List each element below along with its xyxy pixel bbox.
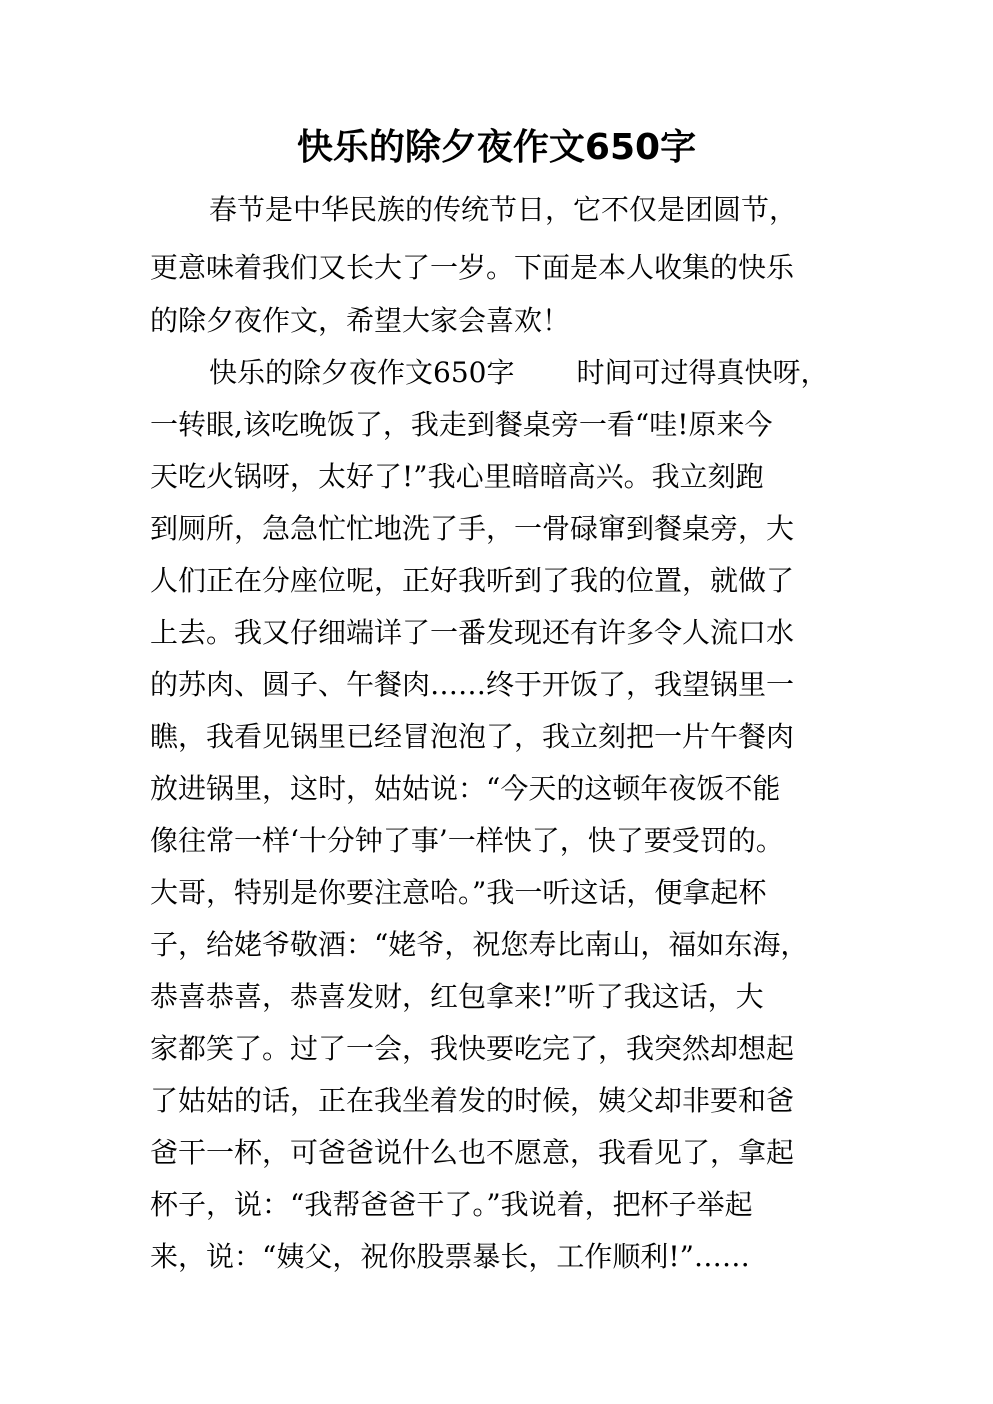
- essay-line: 家都笑了。过了一会，我快要吃完了，我突然却想起: [150, 1032, 795, 1065]
- essay-first-text: 时间可过得真快呀，: [576, 356, 829, 389]
- essay-line: 瞧，我看见锅里已经冒泡泡了，我立刻把一片午餐肉: [150, 720, 795, 753]
- essay-line: 像往常一样‘十分钟了事’一样快了，快了要受罚的。: [150, 824, 784, 857]
- essay-heading-line: [209, 347, 828, 399]
- essay-line: 放进锅里，这时，姑姑说：“今天的这顿年夜饭不能: [150, 772, 781, 805]
- intro-line: 更意味着我们又长大了一岁。下面是本人收集的快乐: [150, 251, 795, 284]
- essay-line: 一转眼,该吃晚饭了，我走到餐桌旁一看“哇!原来今: [150, 408, 773, 441]
- essay-line: 人们正在分座位呢，正好我听到了我的位置，就做了: [150, 564, 795, 597]
- essay-heading: 快乐的除夕夜作文650字: [209, 356, 515, 389]
- essay-line: 恭喜恭喜，恭喜发财，红包拿来!”听了我这话，大: [150, 980, 764, 1013]
- essay-line: 杯子，说：“我帮爸爸干了。”我说着，把杯子举起: [150, 1188, 753, 1221]
- essay-line: 上去。我又仔细端详了一番发现还有许多令人流口水: [150, 616, 795, 649]
- essay-line: 大哥，特别是你要注意哈。”我一听这话，便拿起杯: [150, 876, 767, 909]
- essay-line: 了姑姑的话，正在我坐着发的时候，姨父却非要和爸: [150, 1084, 795, 1117]
- essay-line: 天吃火锅呀，太好了!”我心里暗暗高兴。我立刻跑: [150, 460, 764, 493]
- document-title: 快乐的除夕夜作文650字: [296, 127, 697, 168]
- essay-line: 到厕所，急急忙忙地洗了手，一骨碌窜到餐桌旁，大: [150, 512, 795, 545]
- essay-line: 子，给姥爷敬酒：“姥爷，祝您寿比南山，福如东海，: [150, 928, 809, 961]
- essay-line: 爸干一杯，可爸爸说什么也不愿意，我看见了，拿起: [150, 1136, 795, 1169]
- intro-line: 的除夕夜作文，希望大家会喜欢！: [150, 304, 571, 337]
- intro-line: 春节是中华民族的传统节日，它不仅是团圆节，: [209, 193, 798, 226]
- essay-line: 的苏肉、圆子、午餐肉……终于开饭了，我望锅里一: [150, 668, 795, 701]
- essay-line: 来，说：“姨父，祝你股票暴长，工作顺利!”……: [150, 1240, 750, 1273]
